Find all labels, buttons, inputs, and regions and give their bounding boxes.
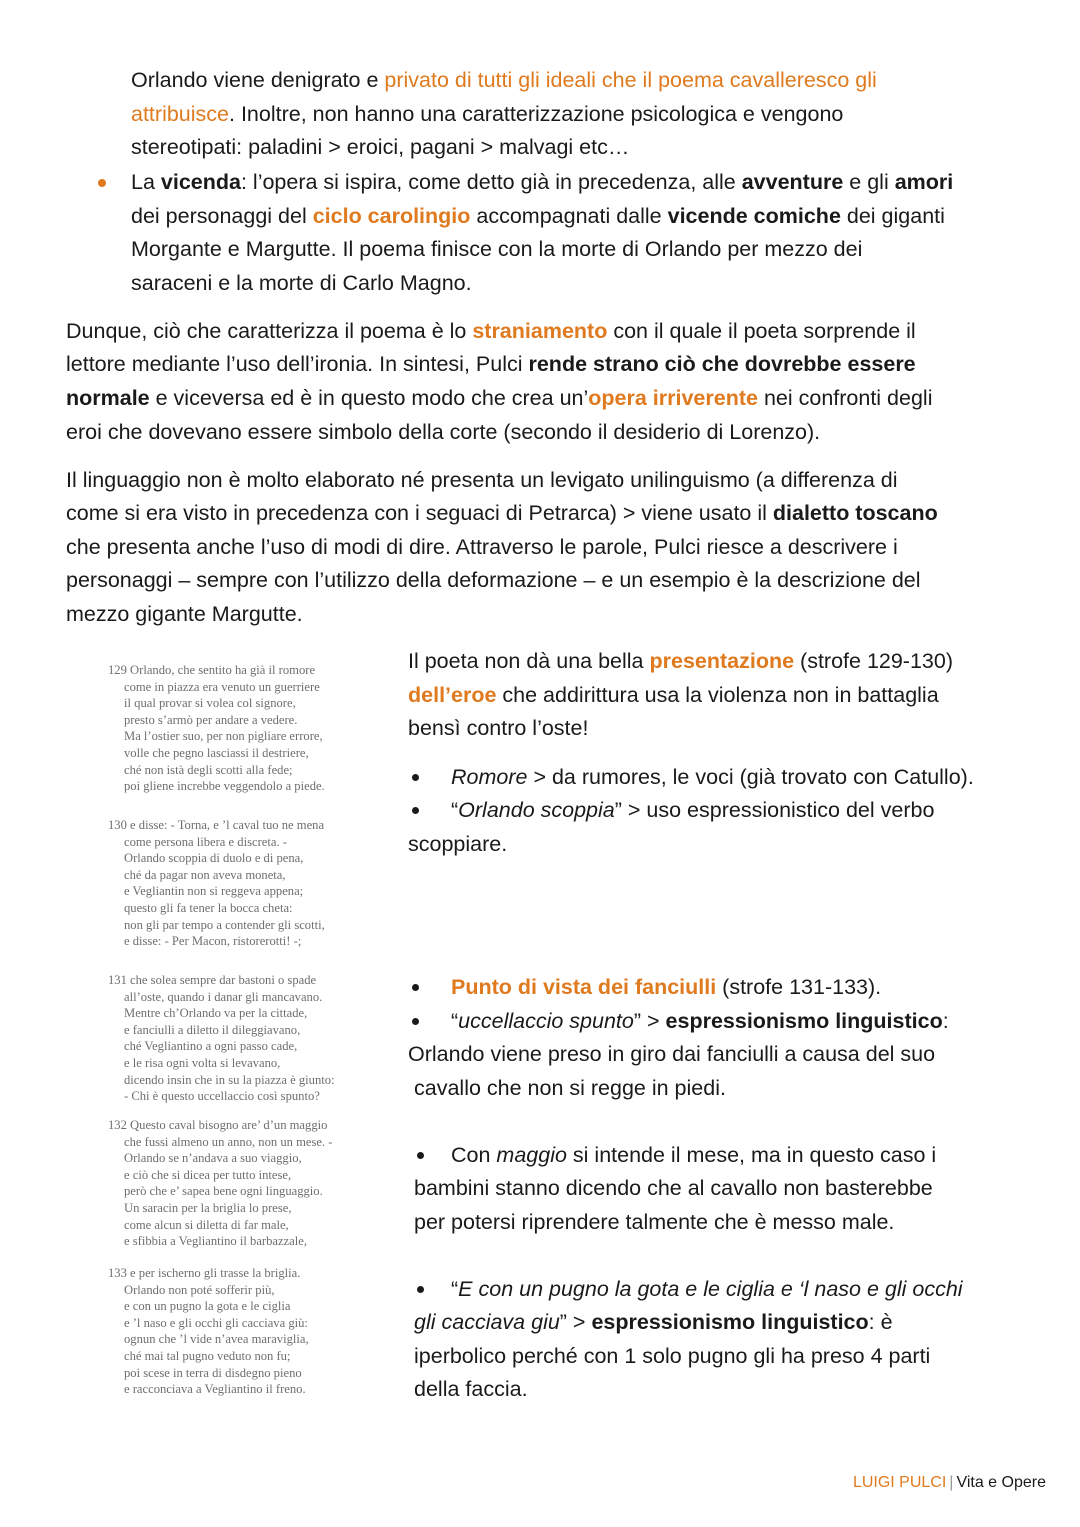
bold-text: avventure [741,170,844,194]
para1-line-2 [66,348,916,382]
verse-text: e per ischerno gli trasse la briglia. [130,1266,301,1280]
verse-line: non gli par tempo a contender gli scotti, [124,917,325,932]
text: lettore mediante l’uso dell’ironia. In sintesi, Pulci [66,352,529,376]
text: : [942,1009,949,1033]
text: e viceversa ed è in questo modo che crea un’ [149,386,589,410]
stanza-133 [108,1265,398,1398]
verse-line: Orlando scoppia di duolo e di pena, [124,851,304,866]
top-line-1 [131,64,877,98]
bullet-uccellaccio [412,1018,419,1025]
verse-line: e fanciulli a diletto il dileggiavano, [124,1022,301,1037]
italic-text: E con un pugno la gota e le ciglia e ‘l naso e gli occhi [458,1277,963,1301]
text: Orlando viene denigrato e [131,68,385,92]
text: ” > [559,1310,592,1334]
verse-line: ché non istà degli scotti alla fede; [124,762,293,777]
bullet-maggio [417,1152,424,1159]
highlight-text: opera irriverente [588,386,758,410]
text: : l’opera si ispira, come detto già in precedenza, alle [240,170,742,194]
bullet-vicenda [98,179,106,187]
verse-line: e disse: - Per Macon, ristorerotti! -; [124,934,302,949]
text: ” > uso espressionistico del verbo [614,798,935,822]
text: . Inoltre, non hanno una caratterizzazione psicologica e vengono [229,102,844,126]
verse-line: Ma l’ostier suo, per non pigliare errore, [124,729,323,744]
verse-line: come in piazza era venuto un guerriere [124,679,320,694]
footer-subtitle: Vita e Opere [956,1474,1046,1491]
text: > da rumores, le voci (già trovato con Catullo). [527,765,974,789]
bullet-pugno [417,1286,424,1293]
verse-line: e ’l naso e gli occhi gli cacciava giù: [124,1315,308,1330]
bold-text: espressionismo linguistico [591,1310,869,1334]
italic-text: maggio [496,1143,567,1167]
verse-line [108,817,398,834]
text: “ [451,1009,459,1033]
pugno-line-4: della faccia. [414,1377,528,1401]
verse-line: ché da pagar non aveva moneta, [124,867,286,882]
text: “ [451,798,459,822]
intro-line-3: bensì contro l’oste! [408,716,589,740]
maggio-line-3: per potersi riprendere talmente che è messo male. [414,1210,895,1234]
verse-line: Mentre ch’Orlando va per la cittade, [124,1006,308,1021]
text: dei personaggi del [131,204,313,228]
pugno-line-3: iperbolico perché con 1 solo pugno gli ha preso 4 parti [414,1344,931,1368]
pugno-line-2 [414,1306,893,1340]
verse-line [108,972,398,989]
para1-line-4: eroi che dovevano essere simbolo della corte (secondo il desiderio di Lorenzo). [66,420,821,444]
verse-line: e con un pugno la gota e le ciglia [124,1299,291,1314]
text: (strofe 129-130) [794,649,954,673]
text: e gli [843,170,895,194]
italic-text: uccellaccio spunto [458,1009,634,1033]
verse-line: questo gli fa tener la bocca cheta: [124,900,293,915]
text: dei giganti [840,204,945,228]
para2-line-2 [66,497,938,531]
verse-line [108,1265,398,1282]
verse-line: Orlando se n’andava a suo viaggio, [124,1151,302,1166]
verse-line: Un saracin per la briglia lo prese, [124,1200,292,1215]
verse-text: che solea sempre dar bastoni o spade [130,973,317,987]
bullet-romore [412,774,419,781]
verse-line: - Chi è questo uccellaccio così spunto? [124,1089,320,1104]
stanza-130 [108,817,398,950]
verse-text: e disse: - Torna, e ’l caval tuo ne mena [130,818,325,832]
verse-line: poi scese in terra di disdegno pieno [124,1365,302,1380]
verse-text: Orlando, che sentito ha già il romore [130,663,316,677]
verse-line: il qual provar si volea col signore, [124,696,296,711]
stanza-129 [108,662,398,795]
text: : è [868,1310,893,1334]
stanza-number: 129 [108,663,127,677]
para2-line-4: personaggi – sempre con l’utilizzo della deformazione – e un esempio è la descrizione del [66,568,921,592]
uccellaccio-line-2: Orlando viene preso in giro dai fanciulli a causa del suo [408,1042,936,1066]
highlight-text: dell’eroe [408,683,497,707]
verse-line: però che e’ sapea bene ogni linguaggio. [124,1184,323,1199]
bold-text: normale [66,386,150,410]
stanza-number: 133 [108,1266,127,1280]
text: ” > [633,1009,666,1033]
verse-line: e Vegliantin non si reggeva appena; [124,884,304,899]
verse-line [108,1117,398,1134]
para2-line-1: Il linguaggio non è molto elaborato né presenta un levigato unilinguismo (a differenza di [66,468,898,492]
text: (strofe 131-133). [716,975,882,999]
footer-title: LUIGI PULCI [852,1474,947,1491]
verse-line: e le risa ogni volta si levavano, [124,1055,281,1070]
text: con il quale il poeta sorprende il [607,319,916,343]
text: Il poeta non dà una bella [408,649,650,673]
para1-line-1 [66,315,916,349]
bold-text: vicenda [160,170,241,194]
para1-line-3 [66,382,932,416]
pugno-line-1 [451,1273,963,1307]
stanza-number: 130 [108,818,127,832]
verse-line: poi gliene increbbe veggendolo a piede. [124,779,325,794]
verse-line: ognun che ’l vide n’avea maraviglia, [124,1332,309,1347]
text: Con [451,1143,497,1167]
text: nei confronti degli [757,386,933,410]
verse-line [108,662,398,679]
para2-line-5: mezzo gigante Margutte. [66,602,303,626]
text: La [131,170,161,194]
verse-line: presto s’armò per andare a vedere. [124,712,298,727]
verse-text: Questo caval bisogno are’ d’un maggio [130,1118,328,1132]
highlight-text: straniamento [472,319,608,343]
verse-line: ché Vegliantino a ogni passo cade, [124,1039,298,1054]
bold-text: dialetto toscano [772,501,938,525]
highlight-text: ciclo carolingio [312,204,471,228]
vicenda-line-4: saraceni e la morte di Carlo Magno. [131,271,472,295]
romore-line [451,761,974,795]
verse-line: che fussi almeno un anno, non un mese. - [124,1134,333,1149]
footer-separator: | [949,1474,954,1491]
uccellaccio-line-3: cavallo che non si regge in piedi. [414,1076,726,1100]
intro-line-1 [408,645,953,679]
bold-text: vicende comiche [667,204,841,228]
verse-line: all’oste, quando i danar gli mancavano. [124,989,323,1004]
text: “ [451,1277,459,1301]
verse-line: ché mai tal pugno veduto non fu; [124,1348,291,1363]
para2-line-3: che presenta anche l’uso di modi di dire. Attraverso le parole, Pulci riesce a descrivere i [66,535,898,559]
highlight-text: Punto di vista dei fanciulli [451,975,717,999]
italic-text: Romore [451,765,528,789]
text: come si era visto in precedenza con i seguaci di Petrarca) > viene usato il [66,501,773,525]
top-line-2 [131,98,843,132]
italic-text: Orlando scoppia [458,798,615,822]
highlight-text: presentazione [649,649,795,673]
stanza-number: 132 [108,1118,127,1132]
italic-text: gli cacciava giu [414,1310,560,1334]
bold-text: amori [894,170,954,194]
highlight-text: privato di tutti gli ideali che il poema cavalleresco gli [384,68,877,92]
verse-line: dicendo insin che in su la piazza è giunto: [124,1072,335,1087]
bold-text: rende strano ciò che dovrebbe essere [528,352,916,376]
intro-line-2 [408,679,939,713]
text: si intende il mese, ma in questo caso i [566,1143,937,1167]
page-footer [853,1472,1046,1494]
verse-line: e racconciava a Vegliantino il freno. [124,1382,306,1397]
bullet-fanciulli [412,984,419,991]
vicenda-line-3: Morgante e Margutte. Il poema finisce con la morte di Orlando per mezzo dei [131,237,863,261]
uccellaccio-line-1 [451,1005,949,1039]
stanza-132 [108,1117,398,1250]
text: che addirittura usa la violenza non in battaglia [496,683,939,707]
highlight-text: attribuisce [131,102,229,126]
bold-text: espressionismo linguistico [665,1009,943,1033]
verse-line: Orlando non poté sofferir più, [124,1282,275,1297]
verse-line: come alcun si diletta di far male, [124,1217,289,1232]
scoppia-line-1 [451,794,934,828]
vicenda-line-1 [131,166,953,200]
verse-line: e sfibbia a Vegliantino il barbazzale, [124,1234,308,1249]
verse-line: e ciò che si dicea per tutto intese, [124,1167,292,1182]
maggio-line-1 [451,1139,936,1173]
bullet-scoppia [412,807,419,814]
text: accompagnati dalle [470,204,668,228]
text: Dunque, ciò che caratterizza il poema è lo [66,319,473,343]
vicenda-line-2 [131,200,945,234]
scoppia-line-2: scoppiare. [408,832,508,856]
maggio-line-2: bambini stanno dicendo che al cavallo non basterebbe [414,1176,933,1200]
stanza-131 [108,972,398,1105]
verse-line: volle che pegno lasciassi il destriere, [124,745,309,760]
stanza-number: 131 [108,973,127,987]
fanciulli-line [451,971,881,1005]
top-line-3: stereotipati: paladini > eroici, pagani > malvagi etc… [131,135,630,159]
verse-line: come persona libera e discreta. - [124,834,287,849]
